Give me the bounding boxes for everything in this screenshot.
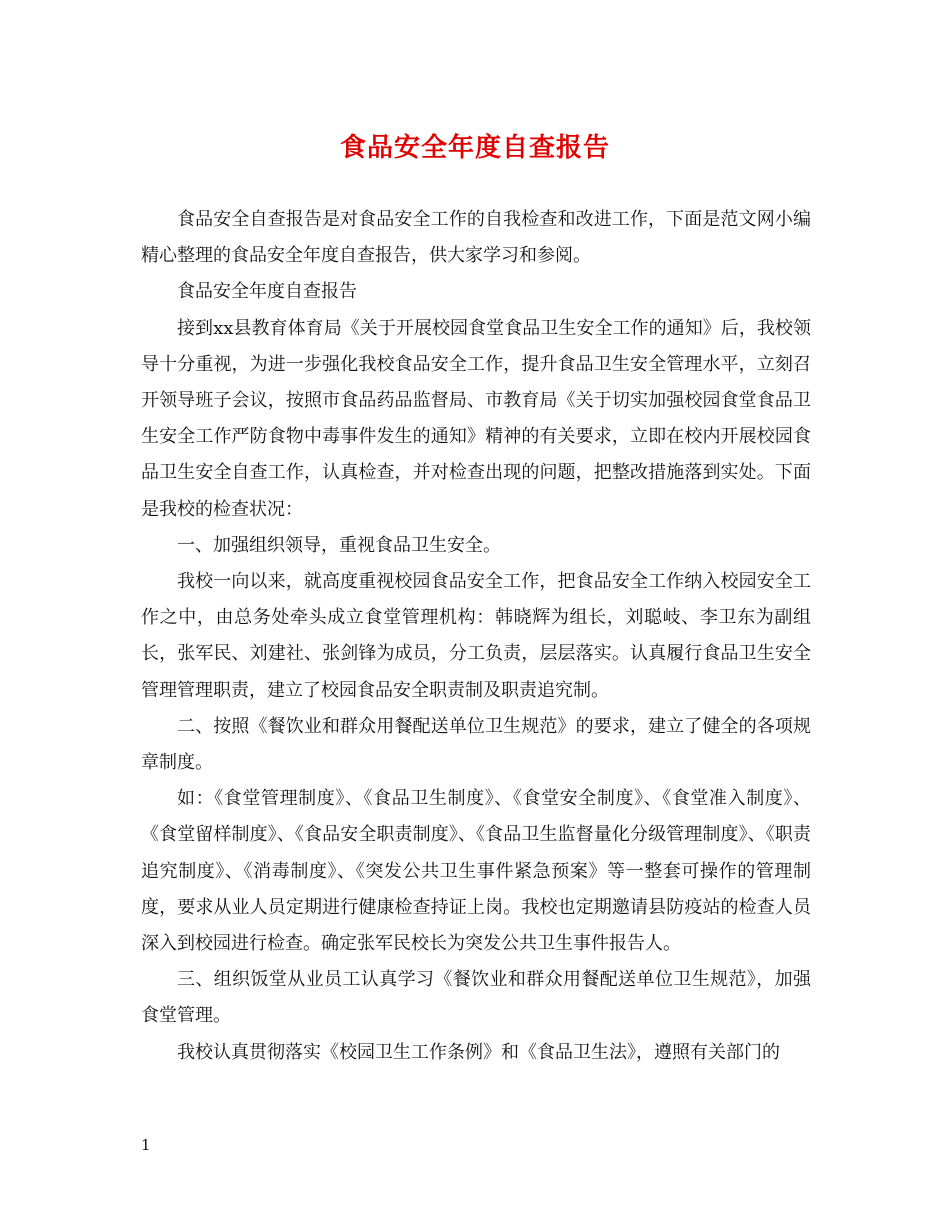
section-heading-2: 二、按照《餐饮业和群众用餐配送单位卫生规范》的要求，建立了健全的各项规章制度。 [141, 715, 811, 774]
paragraph-section-2: 如：《食堂管理制度》、《食品卫生制度》、《食堂安全制度》、《食堂准入制度》、《食堂留样制度》、《食品安全职责制度》、《食品卫生监督量化分级管理制度》、《职责追究制度》、《消毒制度》、《突发公共卫生事件紧急预案》等一整套可操作的管理制度，要求从业人员定期进行健康检查持证上岗。我校也定期邀请县防疫站的检查人员深入到校园进行检查。确定张军民校长为突发公共卫生事件报告人。 [141, 788, 811, 955]
document-title: 食品安全年度自查报告 [339, 133, 610, 163]
document-body [141, 202, 811, 1071]
section-heading-3: 三、组织饭堂从业员工认真学习《餐饮业和群众用餐配送单位卫生规范》，加强食堂管理。 [141, 969, 811, 1027]
paragraph-subtitle: 食品安全年度自查报告 [177, 281, 357, 303]
paragraph-section-1: 我校一向以来，就高度重视校园食品安全工作，把食品安全工作纳入校园安全工作之中，由总务处牵头成立食堂管理机构：韩晓辉为组长，刘聪岐、李卫东为副组长，张军民、刘建社、张剑锋为成员，分工负责，层层落实。认真履行食品卫生安全管理管理职责，建立了校园食品安全职责制及职责追究制。 [141, 571, 811, 701]
page-number: 1 [141, 1136, 151, 1154]
paragraph-background: 接到xx县教育体育局《关于开展校园食堂食品卫生安全工作的通知》后，我校领导十分重视，为进一步强化我校食品安全工作，提升食品卫生安全管理水平，立刻召开领导班子会议，按照市食品药品监督局、市教育局《关于切实加强校园食堂食品卫生安全工作严防食物中毒事件发生的通知》精神的有关要求，立即在校内开展校园食品卫生安全自查工作，认真检查，并对检查出现的问题，把整改措施落到实处。下面是我校的检查状况： [141, 317, 811, 520]
paragraph-section-3: 我校认真贯彻落实《校园卫生工作条例》和《食品卫生法》，遵照有关部门的 [177, 1041, 780, 1063]
section-heading-1: 一、加强组织领导，重视食品卫生安全。 [177, 534, 501, 556]
paragraph-intro: 食品安全自查报告是对食品安全工作的自我检查和改进工作，下面是范文网小编精心整理的食品安全年度自查报告，供大家学习和参阅。 [141, 209, 811, 267]
